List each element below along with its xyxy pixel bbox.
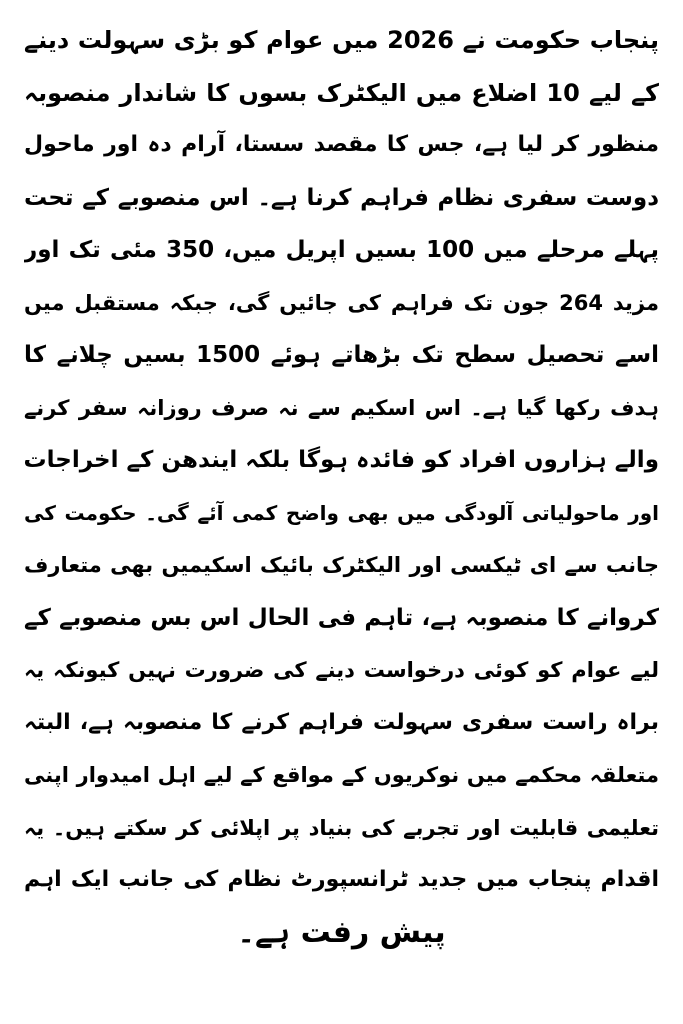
article-line: تعلیمی قابلیت اور تجربے کی بنیاد پر اپلائی کر سکتے ہیں۔ یہ	[24, 815, 659, 840]
article-line: براہ راست سفری سہولت فراہم کرنے کا منصوبہ ہے، البتہ	[24, 709, 659, 735]
article-body	[24, 14, 659, 959]
article-line: کروانے کا منصوبہ ہے، تاہم فی الحال اس بس منصوبے کے	[24, 604, 659, 631]
article-line: پنجاب حکومت نے 2026 میں عوام کو بڑی سہولت دینے	[24, 26, 659, 54]
article-line: ہدف رکھا گیا ہے۔ اس اسکیم سے نہ صرف روزانہ سفر کرنے	[24, 395, 659, 420]
article-line: منظور کر لیا ہے، جس کا مقصد سستا، آرام دہ اور ماحول	[24, 132, 659, 157]
article-line: جانب سے ای ٹیکسی اور الیکٹرک بائیک اسکیمیں بھی متعارف	[24, 553, 659, 577]
article-line: دوست سفری نظام فراہم کرنا ہے۔ اس منصوبے کے تحت	[24, 184, 659, 211]
article-line: مزید 264 جون تک فراہم کی جائیں گی، جبکہ مستقبل میں	[24, 290, 659, 315]
article-line: والے ہزاروں افراد کو فائدہ ہوگا بلکہ ایندھن کے اخراجات	[24, 447, 659, 473]
article-line: کے لیے 10 اضلاع میں الیکٹرک بسوں کا شاندار منصوبہ	[24, 78, 659, 107]
article-line: متعلقہ محکمے میں نوکریوں کے مواقع کے لیے اہل امیدوار اپنی	[24, 763, 659, 787]
article-line: اسے تحصیل سطح تک بڑھاتے ہوئے 1500 بسیں چلانے کا	[24, 342, 659, 368]
article-line: لیے عوام کو کوئی درخواست دینے کی ضرورت نہیں کیونکہ یہ	[24, 658, 659, 682]
article-line-final: پیش رفت ہے۔	[237, 914, 446, 950]
article-line: اور ماحولیاتی آلودگی میں بھی واضح کمی آئے گی۔ حکومت کی	[24, 500, 659, 525]
article-line: پہلے مرحلے میں 100 بسیں اپریل میں، 350 مئی تک اور	[24, 237, 659, 263]
article-line: اقدام پنجاب میں جدید ٹرانسپورٹ نظام کی جانب ایک اہم	[24, 867, 659, 892]
